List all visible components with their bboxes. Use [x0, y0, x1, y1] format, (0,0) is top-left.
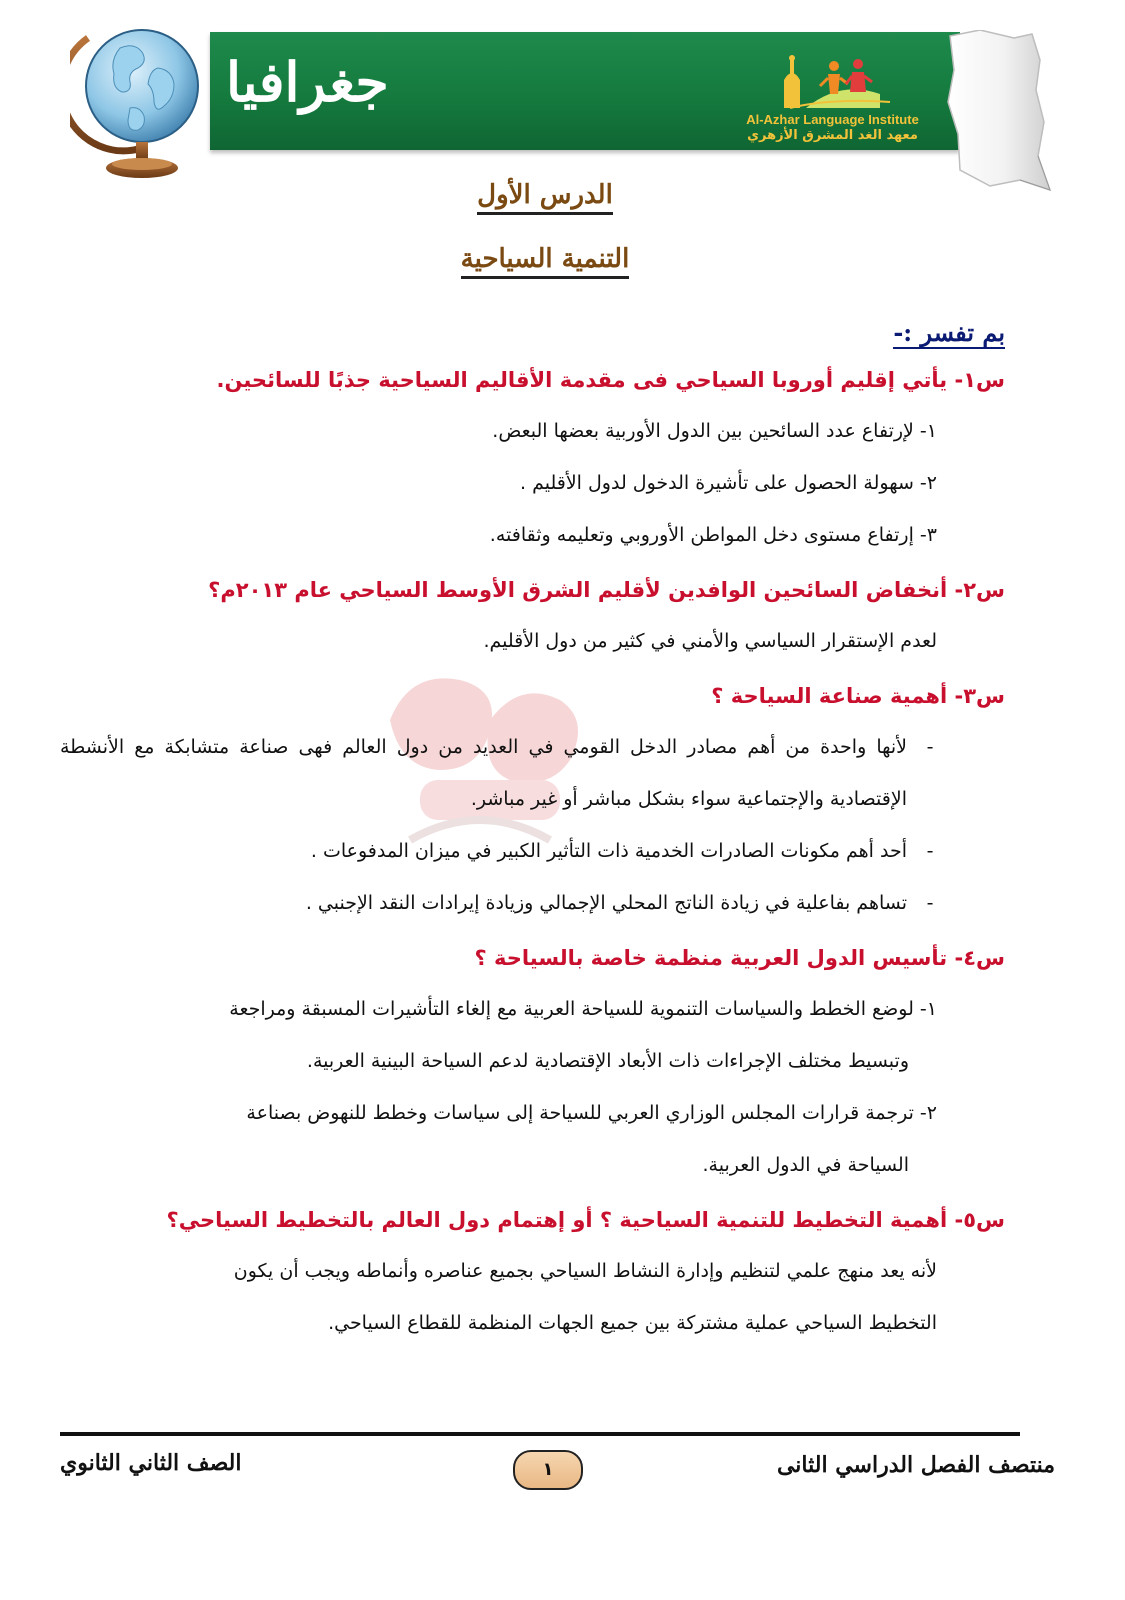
- footer-term: منتصف الفصل الدراسي الثانى: [776, 1452, 1055, 1478]
- answer-1-1: ١- لإرتفاع عدد السائحين بين الدول الأوربية بعضها البعض.: [492, 420, 937, 442]
- question-3: س٣- أهمية صناعة السياحة ؟: [711, 684, 1005, 708]
- bullet-text-1: لأنها واحدة من أهم مصادر الدخل القومي في العديد من دول العالم فهى صناعة متشابكة مع الأنشطة الإقتصادية والإجتماعية سواء بشكل مباشر أو غير مباشر.: [60, 736, 907, 810]
- subject-title: جغرافيا: [226, 50, 389, 114]
- answer-4-2-cont: السياحة في الدول العربية.: [702, 1154, 909, 1176]
- bullet-dash: -: [926, 840, 934, 862]
- bullet-text-3: تساهم بفاعلية في زيادة الناتج المحلي الإجمالي وزيادة إيرادات النقد الإجنبي .: [305, 892, 907, 914]
- question-2: س٢- أنخفاض السائحين الوافدين لأقليم الشرق الأوسط السياحي عام ٢٠١٣م؟: [208, 578, 1005, 602]
- section-heading: [60, 318, 1005, 347]
- topic-title: [0, 244, 1090, 274]
- section-heading-text: بم تفسر :-: [893, 318, 1005, 347]
- institute-name-en: Al-Azhar Language Institute: [746, 112, 919, 127]
- bullet-dash: -: [926, 736, 934, 758]
- answer-2-1: لعدم الإستقرار السياسي والأمني في كثير من دول الأقليم.: [483, 630, 937, 652]
- topic-title-text: التنمية السياحية: [461, 244, 630, 279]
- footer-divider: [60, 1432, 1020, 1436]
- answer-1-3: ٣- إرتفاع مستوى دخل المواطن الأوروبي وتعليمه وثقافته.: [489, 524, 937, 546]
- question-1: س١- يأتي إقليم أوروبا السياحي فى مقدمة الأقاليم السياحية جذبًا للسائحين.: [216, 368, 1005, 392]
- question-4: س٤- تأسيس الدول العربية منظمة خاصة بالسياحة ؟: [474, 946, 1005, 970]
- bullet-item: [60, 825, 1005, 877]
- bullet-item: [60, 721, 1005, 825]
- answer-4-2: ٢- ترجمة قرارات المجلس الوزاري العربي للسياحة إلى سياسات وخطط للنهوض بصناعة: [246, 1102, 937, 1124]
- page-header: [0, 0, 1125, 200]
- institute-name-ar: معهد الغد المشرق الأزهري: [747, 128, 918, 143]
- answer-1-2: ٢- سهولة الحصول على تأشيرة الدخول لدول الأقليم .: [520, 472, 937, 494]
- paper-curl-decoration: [940, 30, 1060, 200]
- subject-banner: [210, 32, 960, 150]
- answer-4-1-cont: وتبسيط مختلف الإجراءات ذات الأبعاد الإقتصادية لدعم السياحة البينية العربية.: [306, 1050, 909, 1072]
- bullet-item: [60, 877, 1005, 929]
- answer-4-1: ١- لوضع الخطط والسياسات التنموية للسياحة العربية مع إلغاء التأشيرات المسبقة ومراجعة: [229, 998, 937, 1020]
- bullet-text-2: أحد أهم مكونات الصادرات الخدمية ذات التأثير الكبير في ميزان المدفوعات .: [310, 840, 907, 862]
- institute-logo-icon: [770, 50, 900, 112]
- page-number: ١: [513, 1450, 583, 1490]
- footer-grade: الصف الثاني الثانوي: [60, 1450, 242, 1476]
- lesson-title-text: الدرس الأول: [477, 180, 613, 215]
- lesson-title: [0, 180, 1090, 210]
- question-5: س٥- أهمية التخطيط للتنمية السياحية ؟ أو إهتمام دول العالم بالتخطيط السياحي؟: [166, 1208, 1005, 1232]
- globe-icon: [70, 8, 210, 188]
- answer-5-1: لأنه يعد منهج علمي لتنظيم وإدارة النشاط السياحي بجميع عناصره وأنماطه ويجب أن يكون: [233, 1260, 937, 1282]
- answer-5-2: التخطيط السياحي عملية مشتركة بين جميع الجهات المنظمة للقطاع السياحي.: [328, 1312, 937, 1334]
- bullet-dash: -: [926, 892, 934, 914]
- lesson-content: [60, 318, 1005, 1349]
